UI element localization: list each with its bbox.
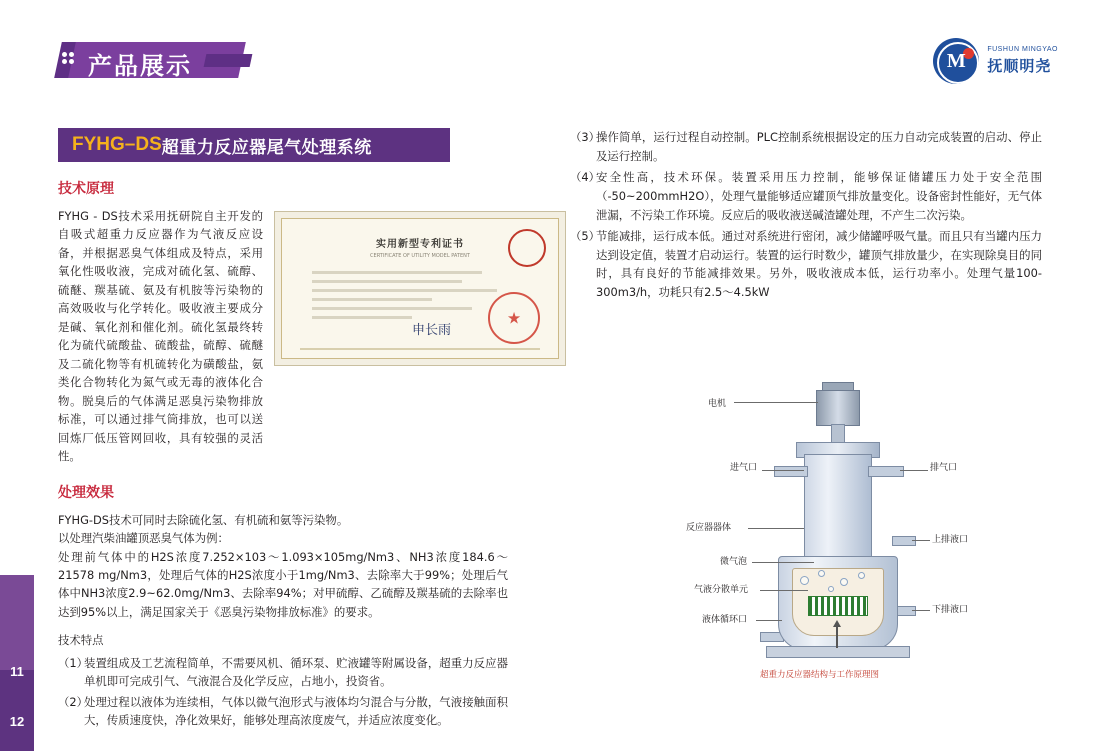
motor-body-shape	[816, 390, 860, 426]
feature-item	[58, 654, 508, 691]
leader-line	[900, 470, 928, 471]
microbubble-icon	[828, 586, 834, 592]
right-item	[570, 128, 1042, 166]
right-item-number: （5）	[570, 228, 601, 243]
banner-title: 产品展示	[88, 52, 192, 80]
certificate-signature: 申长雨	[412, 322, 452, 337]
reactor-diagram	[686, 380, 1030, 690]
effect-paragraph-2: 以处理汽柴油罐顶恶臭气体为例：	[58, 531, 229, 546]
sidebar-accent-bottom	[0, 670, 34, 751]
feature-number: （1）	[58, 655, 89, 670]
product-code: FYHG–DS	[72, 134, 162, 155]
diagram-label-dispersion-unit: 气液分散单元	[694, 585, 749, 595]
left-content-column	[58, 178, 522, 732]
principle-paragraph: FYHG - DS技术采用抚研院自主开发的自吸式超重力反应器作为气液反应设备，并根据恶臭气体组成及特点，采用氧化性吸收液，完成对硫化氢、硫醇、硫醚、羰基硫、氨及有机胺等污染物的高效吸收与化学转化。吸收液主要成分是碱、氧化剂和催化剂。硫化氢最终转化为硫代硫酸盐、硫酸盐，硫醇、硫醚及二硫化物等有机硫转化为磺酸盐，氨类化合物转化为氮气或无毒的液体化合物。脱臭后的气体满足恶臭污染物排放标准，可以通过排气筒排放，也可以送回炼厂低压管网回收，具有较强的灵活性。	[58, 209, 263, 464]
right-item-number: （3）	[570, 130, 601, 144]
diagram-label-gas-outlet: 排气口	[930, 463, 958, 473]
feature-item	[58, 693, 508, 730]
certificate-subtitle: CERTIFICATE OF UTILITY MODEL PATENT	[370, 253, 470, 259]
inlet-nozzle	[774, 466, 808, 477]
patent-certificate-image	[274, 211, 566, 366]
right-item	[570, 168, 1042, 225]
banner-dots-icon	[62, 52, 78, 70]
right-item-number: （4）	[570, 169, 601, 184]
right-item-text: 操作简单，运行过程自动控制。PLC控制系统根据设定的压力自动完成装置的启动、停止及运行控制。	[596, 130, 1042, 163]
diagram-caption: 超重力反应器结构与工作原理图	[760, 670, 880, 680]
section-heading-principle: 技术原理	[58, 181, 114, 197]
certificate-badge-icon	[508, 229, 546, 267]
company-logo	[933, 38, 1058, 84]
gas-liquid-dispersion-unit	[808, 596, 868, 616]
diagram-label-circulation: 液体循环口	[702, 615, 748, 625]
diagram-label-upper-drain: 上排液口	[932, 535, 969, 545]
certificate-border	[281, 218, 559, 359]
product-title-bar	[58, 128, 450, 162]
microbubble-icon	[800, 576, 809, 585]
flow-direction-arrow-icon	[833, 620, 841, 650]
certificate-title: 实用新型专利证书	[376, 239, 464, 250]
seal-star-glyph: ★	[506, 308, 522, 328]
page-number-left: 11	[10, 664, 24, 679]
section-heading-effect: 处理效果	[58, 484, 114, 501]
section-heading-features: 技术特点	[58, 633, 104, 648]
microbubble-icon	[818, 570, 825, 577]
leader-line	[762, 470, 804, 471]
diagram-label-microbubble: 微气泡	[720, 557, 748, 567]
sidebar-accent-top	[0, 575, 34, 670]
right-content-column	[570, 128, 1042, 304]
outlet-nozzle	[868, 466, 904, 477]
diagram-label-motor: 电机	[708, 399, 727, 409]
feature-number: （2）	[58, 694, 89, 709]
microbubble-icon	[840, 578, 848, 586]
page-number-right: 12	[9, 714, 25, 729]
diagram-label-lower-drain: 下排液口	[932, 605, 969, 615]
leader-line	[756, 620, 782, 621]
leader-line	[912, 540, 930, 541]
effect-paragraph-1: FYHG-DS技术可同时去除硫化氢、有机硫和氨等污染物。	[58, 512, 349, 527]
product-name: 超重力反应器尾气处理系统	[161, 137, 372, 158]
right-item	[570, 227, 1042, 303]
effect-paragraph-3: 处理前气体中的H2S浓度7.252×103～1.093×105mg/Nm3、NH3浓度184.6～21578 mg/Nm3，处理后气体的H2S浓度小于1mg/Nm3、去除率大于99%；处理后气体中NH3浓度2.9~62.0mg/Nm3、去除率94%；对甲硫醇、乙硫醇及羰基硫的去除率也达到95%以上，满足国家关于《恶臭污染物排放标准》的要求。	[58, 549, 508, 619]
certificate-footer-rule	[300, 348, 540, 350]
feature-text: 处理过程以液体为连续相，气体以微气泡形式与液体均匀混合与分散，气液接触面积大，传质速度快，净化效果好，能够处理高浓度废气，并适应浓度变化。	[84, 694, 508, 728]
right-item-text: 节能减排，运行成本低。通过对系统进行密闭，减少储罐呼吸气量。而且只有当罐内压力达到设定值，装置才启动运行。装置的运行时数少，罐顶气排放量少，在实现除臭目的同时，具有良好的节能减排效果。另外，吸收液成本低，运行功率小。处理气量100-300m3/h，功耗只有2.5～4.5kW	[596, 228, 1042, 300]
logo-letter: M	[946, 49, 966, 72]
logo-text-english: FUSHUN MINGYAO	[987, 46, 1058, 53]
leader-line	[912, 610, 930, 611]
leader-line	[760, 590, 808, 591]
leader-line	[752, 562, 814, 563]
logo-mark-icon	[933, 38, 979, 84]
certificate-seal-icon	[488, 292, 540, 344]
diagram-label-gas-inlet: 进气口	[730, 463, 758, 473]
leader-line	[748, 528, 804, 529]
upper-drain-nozzle	[892, 536, 916, 546]
leader-line	[734, 402, 818, 403]
feature-text: 装置组成及工艺流程简单，不需要风机、循环泵、贮液罐等附属设备，超重力反应器单机即可完成引气、气液混合及化学反应，占地小，投资省。	[84, 655, 508, 689]
logo-text-chinese: 抚顺明尧	[987, 57, 1052, 75]
diagram-label-reactor-body: 反应器器体	[686, 523, 732, 533]
banner-tail-shape	[204, 54, 253, 67]
microbubble-icon	[858, 572, 865, 579]
right-item-text: 安全性高，技术环保。装置采用压力控制，能够保证储罐压力处于安全范围（-50~200mmH2O），处理气量能够适应罐顶气排放量变化。设备密封性能好，无气体泄漏，不污染工作环境。反应后的吸收液送碱渣罐处理，不产生二次污染。	[596, 169, 1042, 222]
